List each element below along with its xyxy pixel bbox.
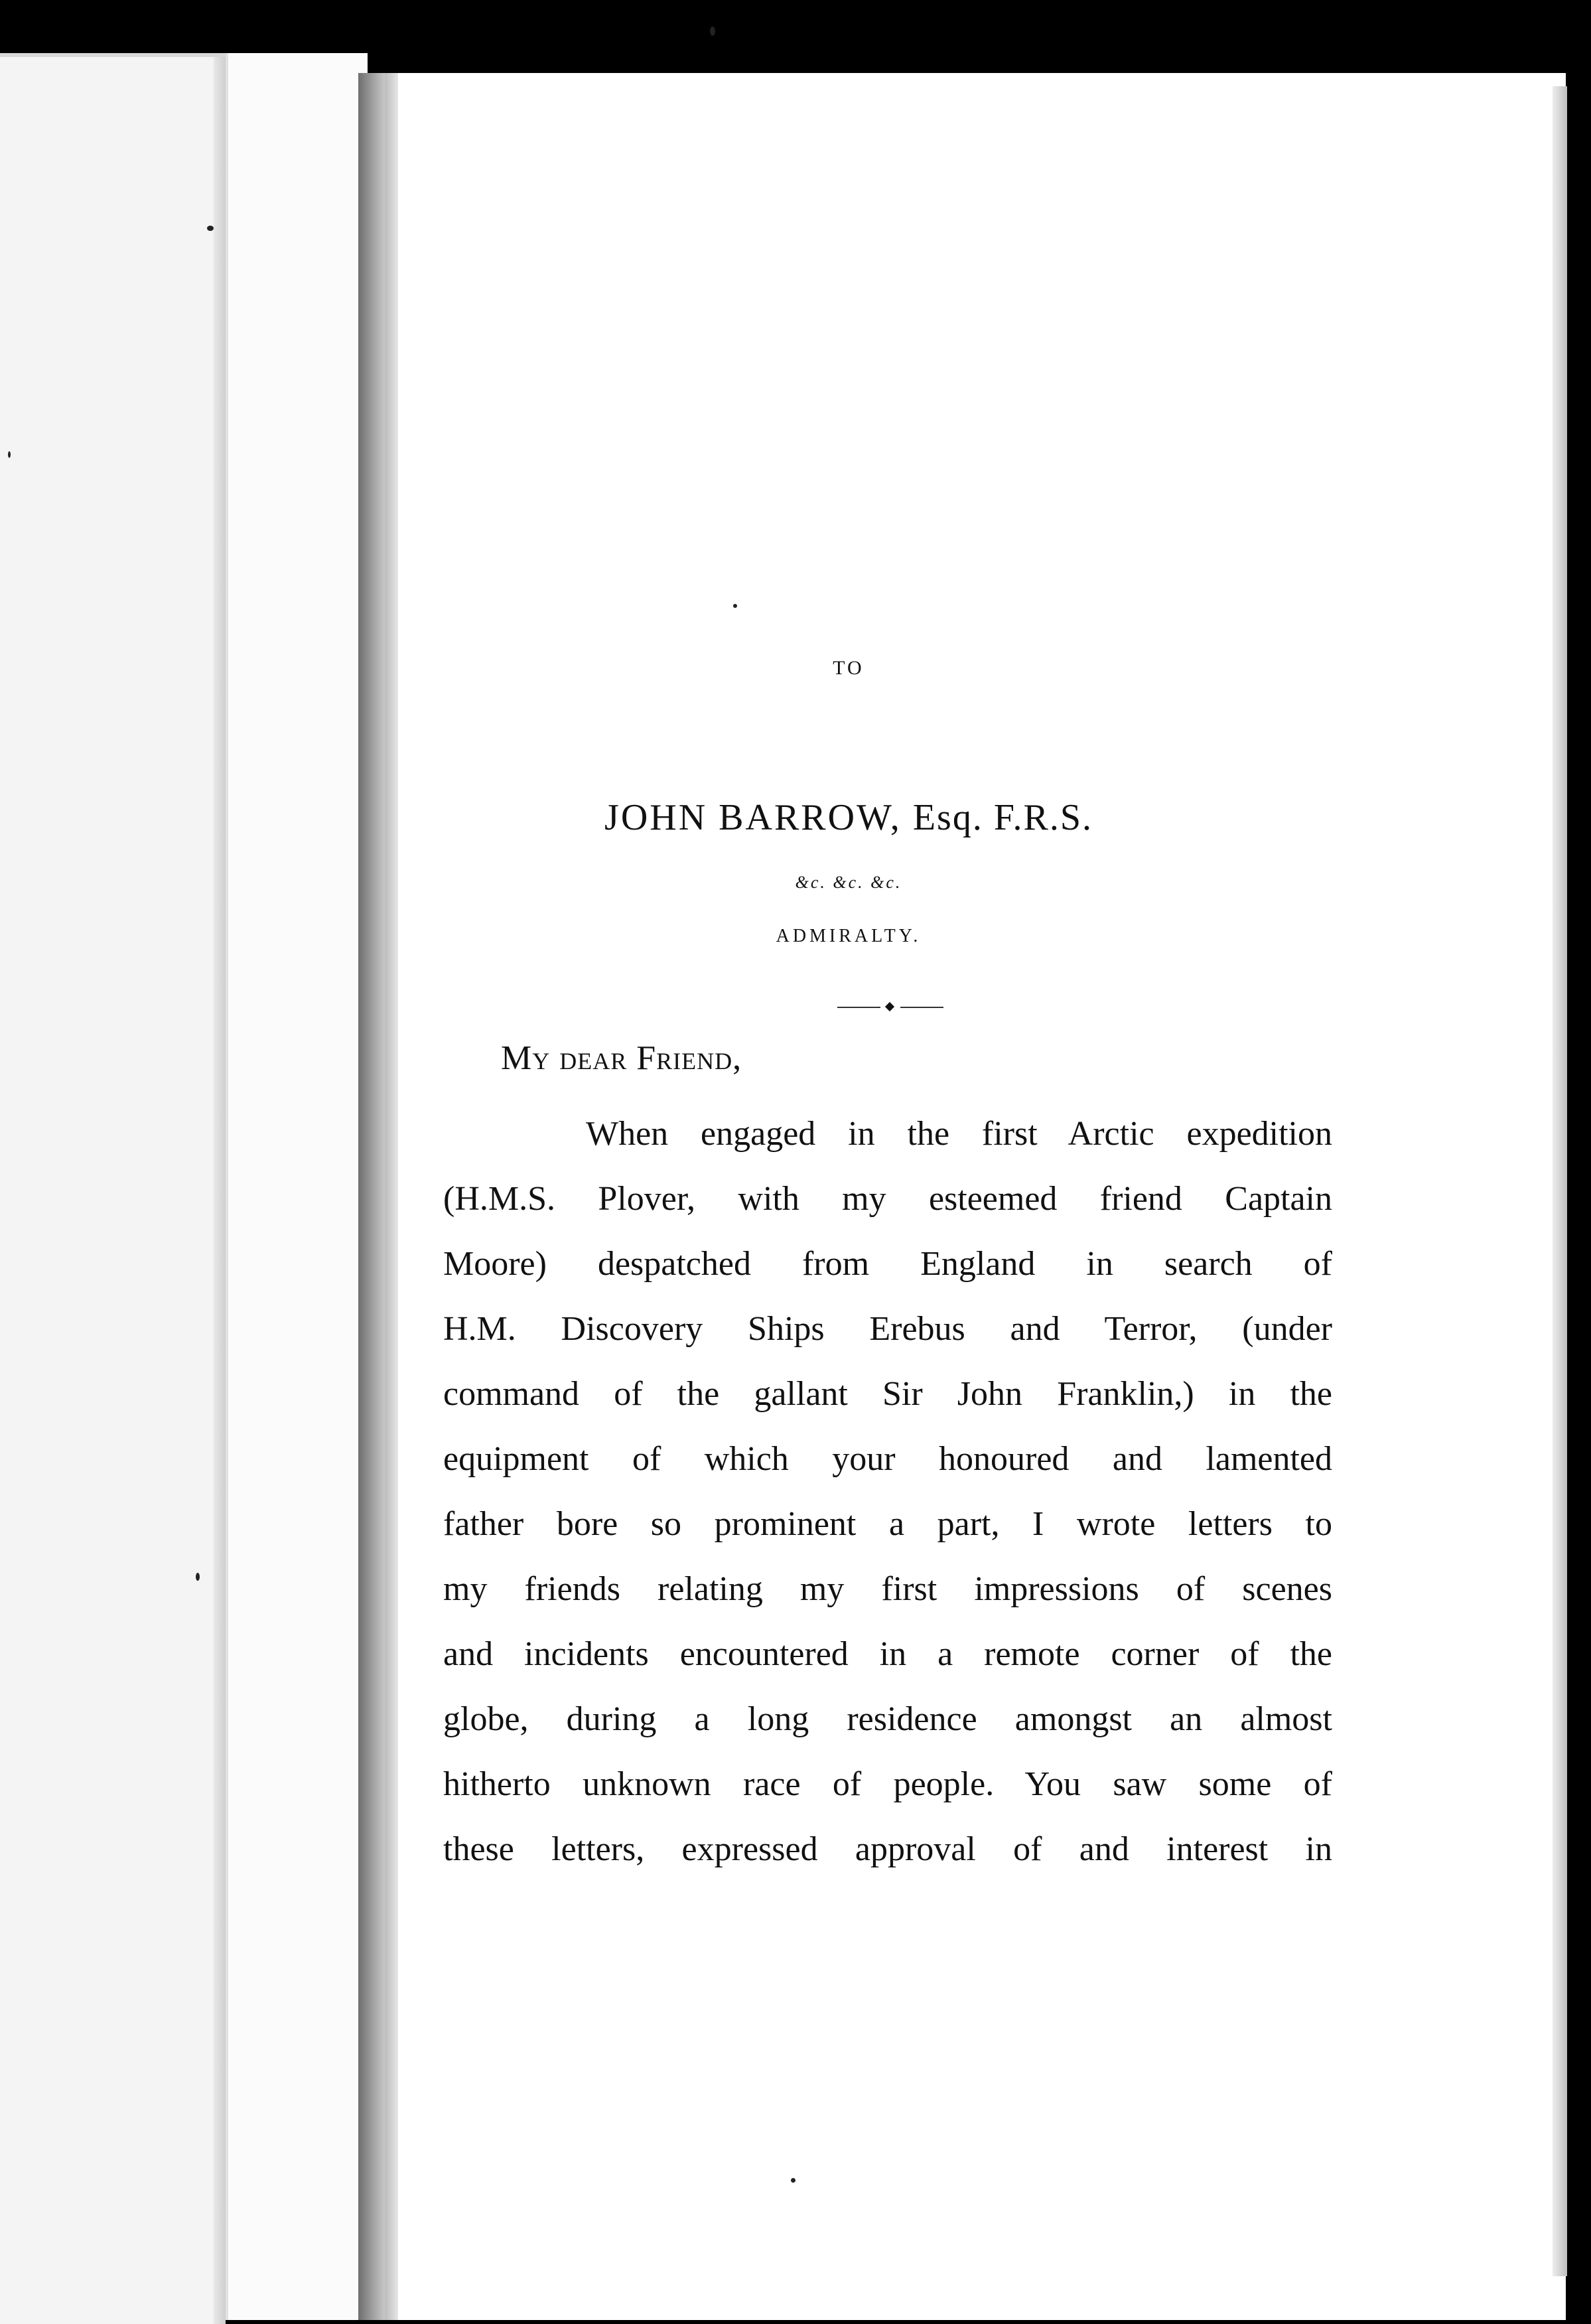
body-line: hitherto unknown race of people. You saw some of bbox=[443, 1765, 1332, 1803]
speck bbox=[710, 27, 715, 36]
dedication-recipient bbox=[0, 796, 1591, 839]
ornament-diamond bbox=[885, 1002, 894, 1011]
body-line: equipment of which your honoured and lamented bbox=[443, 1440, 1332, 1478]
page-stack-edge bbox=[1553, 86, 1567, 2276]
binding-fold bbox=[226, 53, 368, 2320]
letter-body bbox=[443, 1102, 1332, 1882]
speck bbox=[196, 1573, 200, 1581]
body-line: H.M. Discovery Ships Erebus and Terror, (under bbox=[443, 1310, 1332, 1348]
dedication-place: ADMIRALTY. bbox=[776, 926, 922, 946]
left-page-edge bbox=[214, 57, 226, 2324]
body-line: (H.M.S. Plover, with my esteemed friend Captain bbox=[443, 1180, 1332, 1218]
recipient-title: Esq. F.R.S. bbox=[912, 797, 1093, 838]
speck bbox=[733, 604, 737, 608]
speck bbox=[8, 451, 11, 458]
ornament-rule-left bbox=[837, 1007, 880, 1008]
body-line: these letters, expressed approval of and interest in bbox=[443, 1830, 1332, 1868]
body-line: my friends relating my first impressions of scenes bbox=[443, 1570, 1332, 1608]
left-page bbox=[0, 53, 226, 2324]
ornament-rule-right bbox=[900, 1007, 943, 1008]
body-line: globe, during a long residence amongst an almost bbox=[443, 1700, 1332, 1738]
speck bbox=[207, 226, 214, 231]
body-line: Moore) despatched from England in search of bbox=[443, 1245, 1332, 1283]
recipient-name: JOHN BARROW, bbox=[604, 797, 902, 838]
ornament-rule bbox=[837, 1003, 943, 1011]
dedication-to: TO bbox=[833, 657, 865, 679]
speck bbox=[791, 2178, 795, 2183]
body-line: father bore so prominent a part, I wrote letters to bbox=[443, 1505, 1332, 1543]
body-line: When engaged in the first Arctic expedition bbox=[586, 1115, 1332, 1153]
dedication-etc: &c. &c. &c. bbox=[795, 873, 902, 892]
salutation: My dear Friend, bbox=[501, 1039, 742, 1077]
body-line: command of the gallant Sir John Franklin,) in the bbox=[443, 1375, 1332, 1413]
body-line: and incidents encountered in a remote corner of the bbox=[443, 1635, 1332, 1673]
